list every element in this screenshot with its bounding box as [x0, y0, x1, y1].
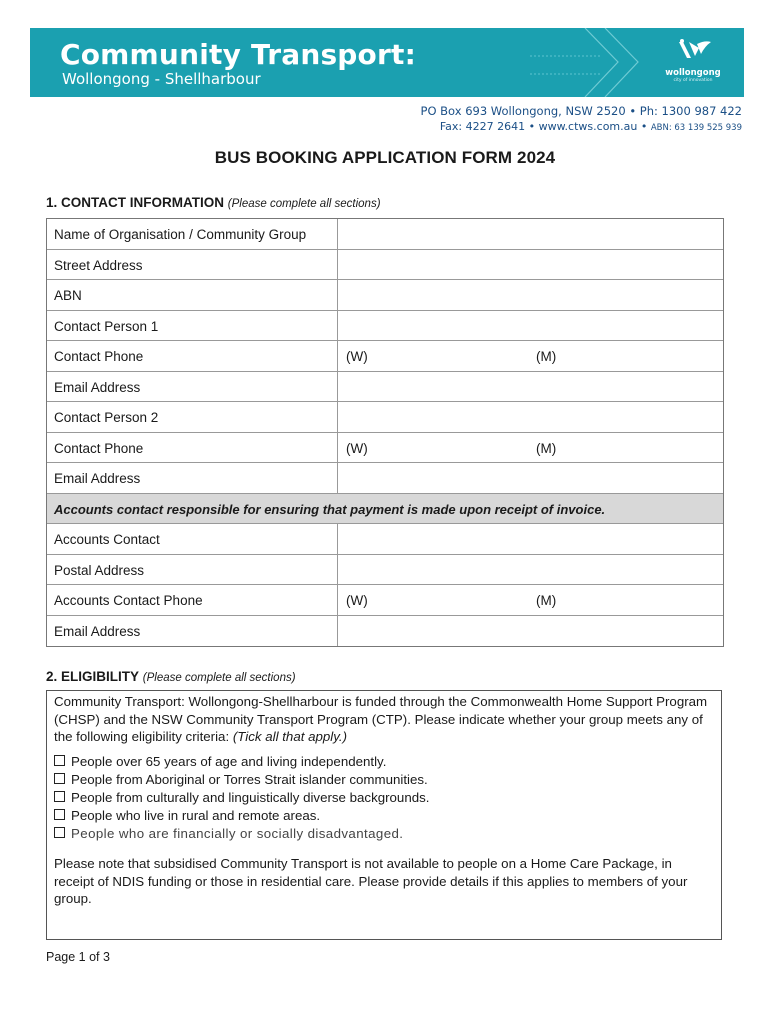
work-phone-label: (W) [346, 440, 368, 456]
street-address-field[interactable] [337, 250, 723, 280]
row-label: Email Address [54, 623, 141, 639]
chevron-arrows-icon [530, 28, 650, 97]
table-row [47, 616, 723, 647]
criteria-item[interactable] [54, 807, 429, 825]
banner-subtitle: Wollongong - Shellharbour [62, 70, 261, 88]
accounts-contact-field[interactable] [337, 524, 723, 554]
accounts-note: Accounts contact responsible for ensuring that payment is made upon receipt of invoice. [54, 501, 606, 517]
row-label: Contact Person 1 [54, 318, 159, 334]
contact-person-1-field[interactable] [337, 311, 723, 341]
eligibility-note: Please note that subsidised Community Transport is not available to people on a Home Care Package, in receipt of NDIS funding or those in residential care. Please provide details if this applies to members of your group. [54, 856, 688, 906]
table-row [47, 433, 723, 464]
row-label: Contact Phone [54, 440, 144, 456]
contact-abn: ABN: 63 139 525 939 [650, 123, 742, 133]
row-label: Street Address [54, 257, 143, 273]
email-2-field[interactable] [337, 463, 723, 493]
header-banner [30, 28, 744, 97]
checkbox-icon[interactable] [54, 809, 65, 820]
section1-heading [46, 195, 381, 210]
criteria-label: People who live in rural and remote areas. [71, 808, 321, 823]
criteria-label: People from Aboriginal or Torres Strait islander communities. [71, 772, 428, 787]
accounts-note-row [47, 494, 723, 525]
mobile-phone-label: (M) [536, 593, 557, 608]
criteria-item[interactable] [54, 753, 429, 771]
row-label: Contact Phone [54, 349, 144, 364]
table-row [47, 402, 723, 433]
email-1-field[interactable] [337, 372, 723, 402]
eligibility-intro [54, 693, 714, 746]
contact-line-web [440, 120, 742, 133]
postal-address-field[interactable] [337, 555, 723, 585]
checkbox-icon[interactable] [54, 791, 65, 802]
contact-person-2-field[interactable] [337, 402, 723, 432]
section1-note: (Please complete all sections) [227, 198, 381, 210]
organisation-name-field[interactable] [337, 219, 723, 249]
contact-info-table [46, 218, 724, 647]
row-label: ABN [54, 288, 82, 303]
contact-line-address: PO Box 693 Wollongong, NSW 2520 • Ph: 1300 987 422 [420, 104, 742, 118]
criteria-list [54, 753, 429, 843]
wollongong-logo [658, 38, 728, 83]
section1-title: 1. CONTACT INFORMATION [46, 195, 224, 210]
table-row [47, 311, 723, 342]
page-number: Page 1 of 3 [46, 950, 110, 964]
section2-title: 2. ELIGIBILITY [46, 669, 140, 684]
criteria-item[interactable] [54, 771, 429, 789]
row-label: Name of Organisation / Community Group [54, 227, 307, 242]
section2-heading [46, 669, 296, 684]
contact-phone-1-field[interactable] [337, 341, 723, 371]
criteria-item[interactable] [54, 789, 429, 807]
contact-phone-2-field[interactable] [337, 433, 723, 463]
table-row [47, 250, 723, 281]
eligibility-intro-text: Community Transport: Wollongong-Shellharbour is funded through the Commonwealth Home Support Program (CHSP) and the NSW Community Transport Program (CTP). Please indicate whether your group meets any of the following eligibility criteria: [54, 694, 708, 744]
checkbox-icon[interactable] [54, 773, 65, 784]
table-row [47, 341, 723, 372]
criteria-label: People who are financially or socially disadvantaged. [71, 826, 404, 841]
row-label: Email Address [54, 471, 141, 486]
row-label: Postal Address [54, 562, 145, 578]
table-row [47, 524, 723, 555]
table-row [47, 585, 723, 616]
criteria-label: People from culturally and linguistically diverse backgrounds. [71, 790, 430, 805]
eligibility-box [46, 690, 722, 940]
table-row [47, 555, 723, 586]
tick-instruction: (Tick all that apply.) [232, 729, 348, 744]
row-label: Accounts Contact [54, 532, 160, 547]
row-label: Email Address [54, 379, 141, 395]
mobile-phone-label: (M) [536, 440, 557, 456]
accounts-email-field[interactable] [337, 616, 723, 647]
accounts-phone-field[interactable] [337, 585, 723, 615]
mobile-phone-label: (M) [536, 349, 557, 364]
table-row [47, 463, 723, 494]
abn-field[interactable] [337, 280, 723, 310]
criteria-item[interactable] [54, 825, 429, 843]
table-row [47, 372, 723, 403]
logo-text: wollongong [665, 68, 721, 78]
checkbox-icon[interactable] [54, 755, 65, 766]
form-title: BUS BOOKING APPLICATION FORM 2024 [214, 148, 556, 167]
criteria-label: People over 65 years of age and living independently. [71, 754, 387, 769]
work-phone-label: (W) [346, 349, 368, 364]
row-label: Contact Person 2 [54, 410, 159, 425]
table-row [47, 280, 723, 311]
work-phone-label: (W) [346, 593, 368, 608]
checkbox-icon[interactable] [54, 827, 65, 838]
section2-note: (Please complete all sections) [142, 672, 296, 684]
logo-mark-icon [673, 38, 713, 62]
logo-tagline: city of innovation [673, 78, 713, 83]
contact-fax-web: Fax: 4227 2641 • www.ctws.com.au • [439, 120, 651, 133]
table-row [47, 219, 723, 250]
banner-title: Community Transport: [60, 38, 416, 71]
row-label: Accounts Contact Phone [54, 593, 203, 608]
